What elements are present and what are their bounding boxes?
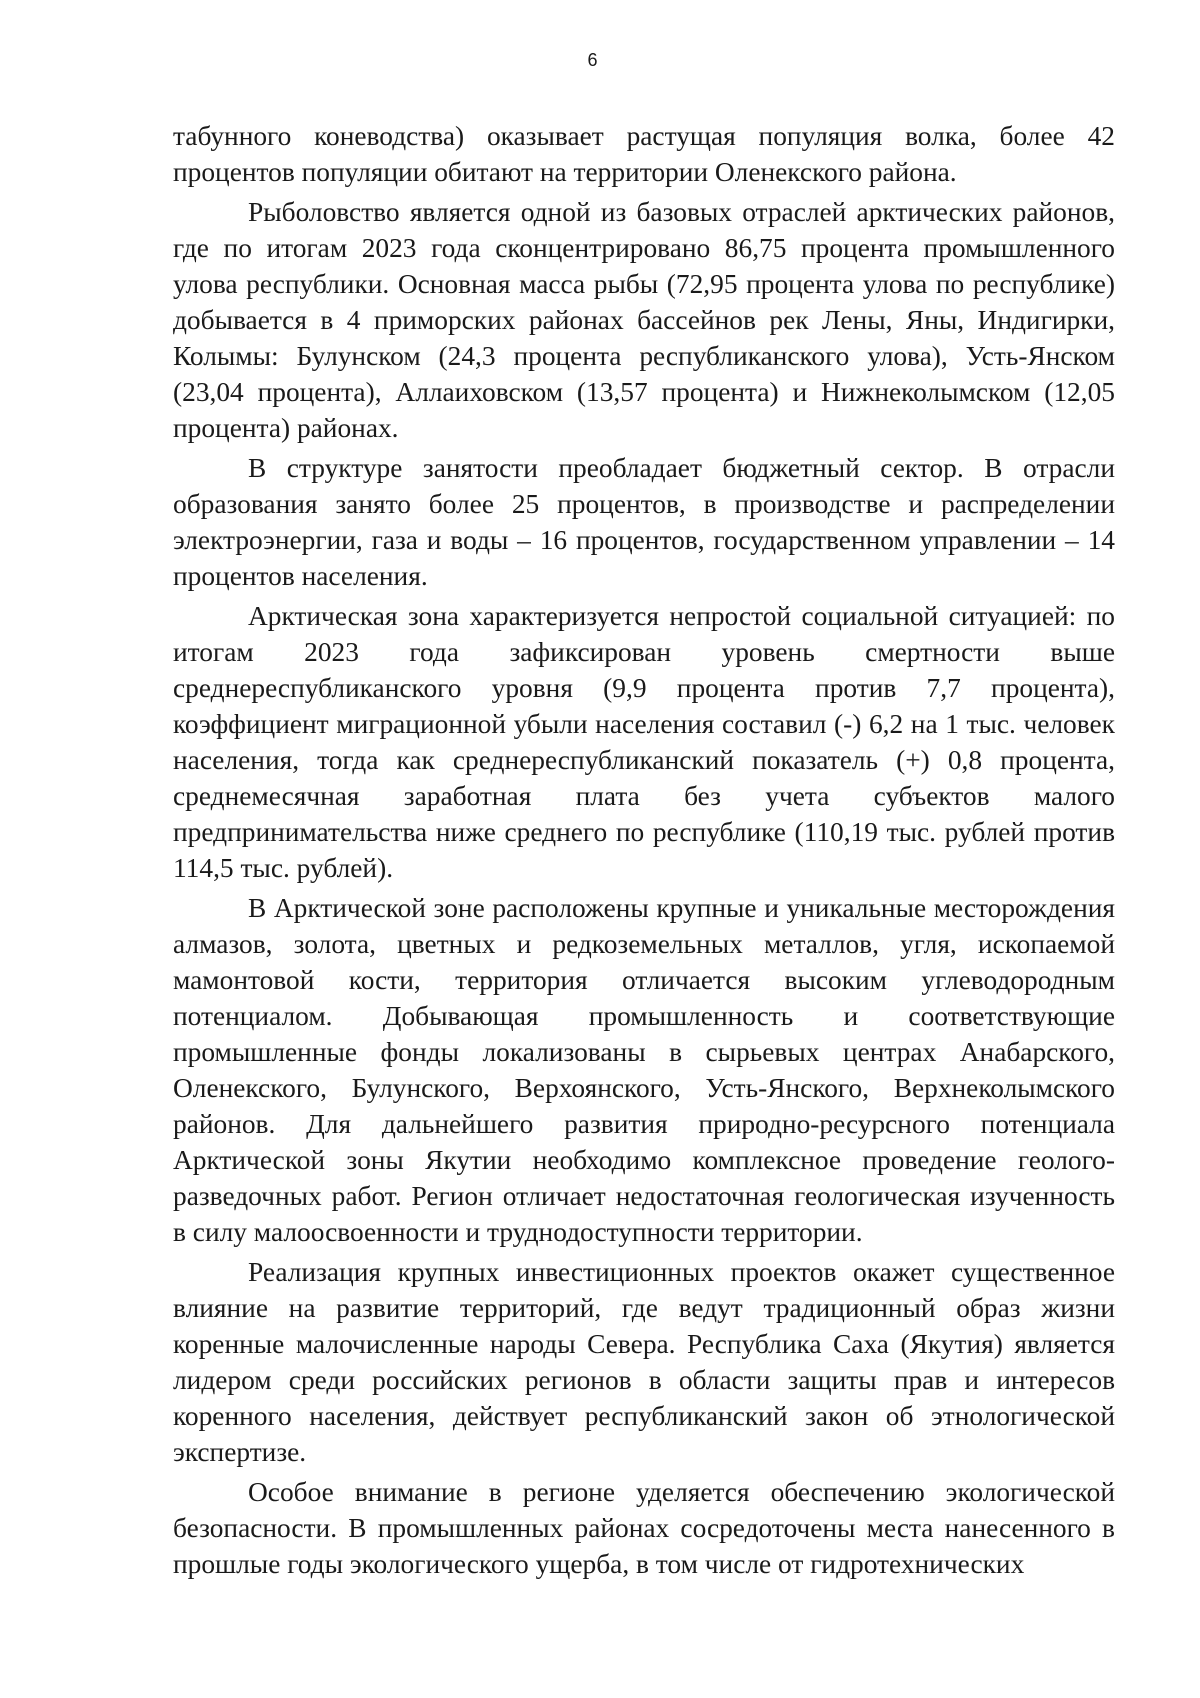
page-number: 6 [587, 50, 598, 70]
paragraph-ecology: Особое внимание в регионе уделяется обеспечению экологической безопасности. В промышленных районах сосредоточены места нанесенного в прошлые годы экологического ущерба, в том числе от гидротехнических [173, 1477, 1115, 1579]
paragraph-mineral-deposits: В Арктической зоне расположены крупные и уникальные месторождения алмазов, золота, цветных и редкоземельных металлов, угля, ископаемой мамонтовой кости, территория отличается высоким углеводородным потенциалом. Добывающая промышленность и соответствующие промышленные фонды локализованы в сырьевых центрах Анабарского, Оленекского, Булунского, Верхоянского, Усть-Янского, Верхнеколымского районов. Для дальнейшего развития природно-ресурсного потенциала Арктической зоны Якутии необходимо комплексное проведение геолого-разведочных работ. Регион отличает недостаточная геологическая изученность в силу малоосвоенности и труднодоступности территории. [173, 893, 1115, 1247]
paragraph-wolf-population: табунного коневодства) оказывает растущая популяция волка, более 42 процентов популяции обитают на территории Оленекского района. [173, 121, 1115, 187]
paragraph-social-situation: Арктическая зона характеризуется непростой социальной ситуацией: по итогам 2023 года зафиксирован уровень смертности выше среднереспубликанского уровня (9,9 процента против 7,7 процента), коэффициент миграционной убыли населения составил (-) 6,2 на 1 тыс. человек населения, тогда как среднереспубликанский показатель (+) 0,8 процента, среднемесячная заработная плата без учета субъектов малого предпринимательства ниже среднего по республике (110,19 тыс. рублей против 114,5 тыс. рублей). [173, 601, 1115, 883]
document-body [173, 118, 1115, 1586]
paragraph-employment: В структуре занятости преобладает бюджетный сектор. В отрасли образования занято более 25 процентов, в производстве и распределении электроэнергии, газа и воды – 16 процентов, государственном управлении – 14 процентов населения. [173, 453, 1115, 591]
paragraph-indigenous-peoples: Реализация крупных инвестиционных проектов окажет существенное влияние на развитие территорий, где ведут традиционный образ жизни коренные малочисленные народы Севера. Республика Саха (Якутия) является лидером среди российских регионов в области защиты прав и интересов коренного населения, действует республиканский закон об этнологической экспертизе. [173, 1257, 1115, 1467]
paragraph-fishing: Рыболовство является одной из базовых отраслей арктических районов, где по итогам 2023 года сконцентрировано 86,75 процента промышленного улова республики. Основная масса рыбы (72,95 процента улова по республике) добывается в 4 приморских районах бассейнов рек Лены, Яны, Индигирки, Колымы: Булунском (24,3 процента республиканского улова), Усть-Янском (23,04 процента), Аллаиховском (13,57 процента) и Нижнеколымском (12,05 процента) районах. [173, 197, 1115, 443]
